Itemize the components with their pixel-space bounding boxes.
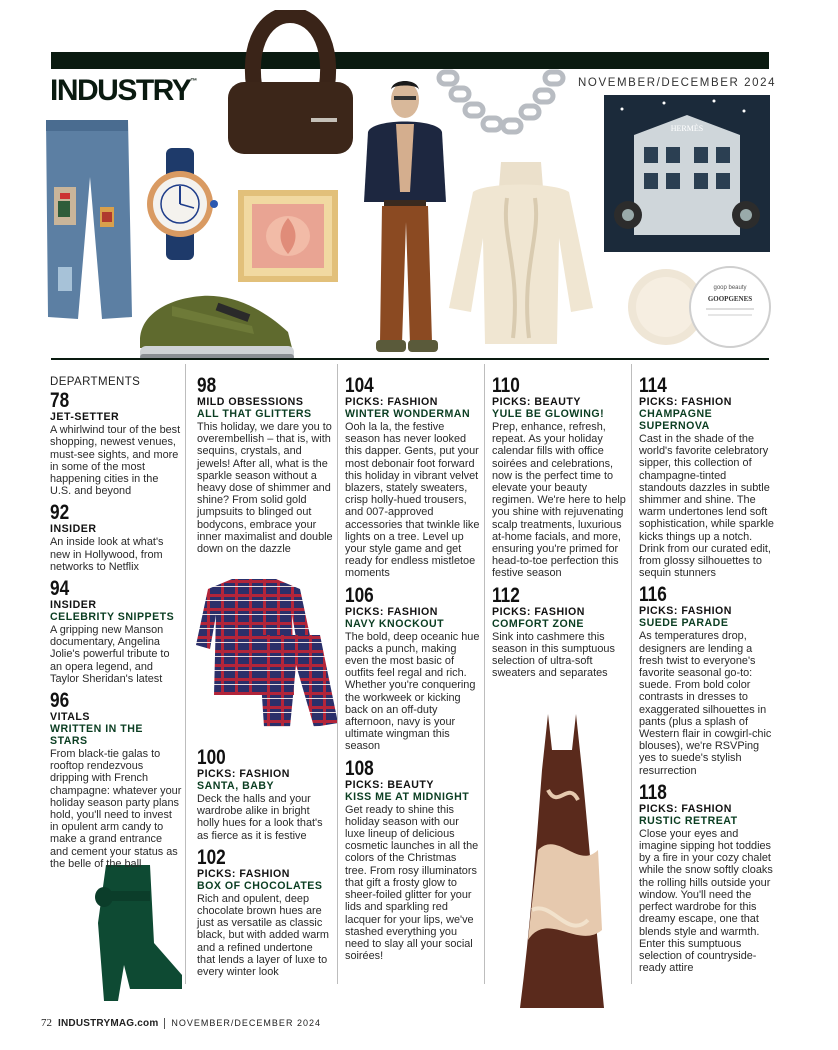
entry-title: RUSTIC RETREAT [639, 814, 738, 827]
sneaker-image [132, 288, 297, 366]
departments-column-1 [50, 376, 182, 876]
departments-column-5 [639, 376, 775, 980]
toc-entry [50, 691, 182, 870]
entry-title: CELEBRITY SNIPPETS [50, 611, 175, 624]
page-number: 112 [492, 583, 520, 607]
entry-category: PICKS: FASHION [639, 396, 732, 408]
toc-entry [197, 845, 333, 979]
toc-entry [639, 780, 775, 975]
page-number: 94 [50, 577, 70, 601]
entry-description: Get ready to shine this holiday season with our luxe lineup of delicious cosmetic launches in all the colors of the Christmas tree. From rosy illuminators that gift a frosty glow to sheer-foiled glitter for your lids and sparkling red lacquer for your lips, we've stashed everything you need to slay all your social soirées! [345, 803, 479, 963]
issue-date: NOVEMBER/DECEMBER 2024 [578, 77, 777, 89]
toc-entry [50, 579, 182, 685]
toc-entry [50, 391, 182, 497]
entry-title: NAVY KNOCKOUT [345, 617, 445, 630]
entry-category: PICKS: FASHION [197, 768, 290, 780]
page-number: 118 [639, 780, 667, 804]
green-boot-image [90, 863, 186, 1001]
page-number: 98 [197, 374, 217, 397]
page-number: 116 [639, 583, 667, 607]
cream-sweater-image [447, 158, 595, 348]
entry-description: The bold, deep oceanic hue packs a punch, making even the most basic of outfits feel regal and rich. Whether you're conquering the workweek or kicking back on an off-duty afternoon, navy is your ultimate wingman this season [345, 630, 480, 753]
departments-column-4 [492, 376, 627, 685]
entry-title: WINTER WONDERMAN [345, 408, 471, 420]
entry-description: Sink into cashmere this season in this sumptuous selection of ultra-soft sweaters and separates [492, 630, 615, 680]
entry-category: PICKS: FASHION [639, 605, 732, 618]
chain-necklace-image [433, 66, 568, 141]
entry-description: This holiday, we dare you to overembellish – that is, with sequins, crystals, and jewels! After all, what is the sparkle season without a heavy dose of shimmer and shine? From solid gold jumpsuits to blinged out bodycons, embrace your inner maximalist and double down on the dazzle [197, 421, 333, 556]
departments-column-2b [197, 748, 333, 984]
entry-title: SANTA, BABY [197, 780, 275, 792]
page-number: 108 [345, 756, 374, 780]
skincare-jar-image [626, 263, 772, 348]
page-footer [41, 1017, 321, 1029]
toc-entry [50, 503, 182, 573]
blush-compact-image [238, 190, 338, 282]
footer-date: NOVEMBER/DECEMBER 2024 [171, 1018, 321, 1028]
toc-entry [197, 376, 333, 555]
calendar-label: HERMÈS [670, 124, 704, 133]
entry-title: WRITTEN IN THE STARS [50, 723, 143, 748]
footer-divider [164, 1018, 165, 1029]
entry-category: VITALS [50, 711, 90, 724]
jar-brand: goop beauty [713, 285, 747, 291]
page-number: 104 [345, 374, 374, 397]
entry-description: An inside look at what's new in Hollywood, from networks to Netflix [50, 536, 164, 573]
entry-category: JET-SETTER [50, 411, 120, 424]
entry-category: PICKS: BEAUTY [345, 778, 434, 791]
entry-title: CHAMPAGNE SUPERNOVA [639, 408, 713, 432]
entry-description: A whirlwind tour of the best shopping, newest venues, must-see sights, and more in some of the most happening cities in the U.S. and beyond [50, 424, 181, 498]
entry-description: Close your eyes and imagine sipping hot toddies by a fire in your cozy chalet while the snow softly cloaks the rolling hills outside your window. You'll need the perfect wardrobe for this dreamy escape, one that blends style and warmth. Enter this sumptuous selection of countryside-ready attire [639, 827, 773, 975]
entry-title: SUEDE PARADE [639, 617, 729, 630]
entry-title: BOX OF CHOCOLATES [197, 879, 323, 892]
footer-site: INDUSTRYMAG.com [58, 1017, 159, 1029]
entry-description: Deck the halls and your wardrobe alike in bright holly hues for a look that's as fierce as it is festive [197, 793, 323, 842]
departments-column-2 [197, 376, 333, 561]
entry-title: KISS ME AT MIDNIGHT [345, 790, 470, 803]
entry-category: INSIDER [50, 523, 97, 536]
entry-description: From black-tie galas to rooftop rendezvous dripping with French champagne: whatever your holiday season party plans hold, you'll need to invest in opulent arm candy to make a grand entrance and cement your status as the belle of the ball [50, 748, 182, 870]
page-number: 110 [492, 374, 520, 397]
toc-entry [639, 376, 775, 579]
column-divider [337, 364, 338, 984]
entry-category: PICKS: FASHION [197, 867, 290, 880]
page-number: 100 [197, 746, 226, 769]
entry-category: PICKS: FASHION [345, 605, 438, 618]
departments-column-3 [345, 376, 481, 968]
page-number: 114 [639, 374, 667, 397]
column-divider [631, 364, 632, 984]
page-number: 106 [345, 583, 374, 607]
toc-entry [345, 756, 481, 963]
entry-title: YULE BE GLOWING! [492, 408, 605, 420]
entry-description: Prep, enhance, refresh, repeat. As your holiday calendar fills with office soirées and celebrations, now is the perfect time to elevate your beauty regimen. We're here to help you shine with rejuvenating scalp treatments, luxurious at-home facials, and more, ensuring you're primed for head-to-toe perfection this festive season [492, 421, 626, 580]
column-divider [185, 364, 186, 984]
entry-title: ALL THAT GLITTERS [197, 408, 312, 420]
jeans-image [40, 117, 135, 322]
entry-category: MILD OBSESSIONS [197, 396, 304, 408]
entry-category: INSIDER [50, 599, 97, 612]
teddy-bag-image [223, 10, 358, 160]
toc-entry [197, 748, 333, 842]
entry-description: Ooh la la, the festive season has never looked this dapper. Gents, put your most debonair foot forward this holiday in vibrant velvet blazers, stately sweaters, crisp holly-hued trousers, and 007-approved accessories that twinkle like lights on a tree. Level up your style game and get ready for endless mistletoe moments [345, 421, 480, 580]
magazine-logo: INDUSTRY™ [50, 74, 198, 107]
plaid-pajamas-image [192, 575, 338, 730]
toc-entry [345, 376, 481, 580]
masthead-bar [51, 52, 769, 69]
departments-heading: DEPARTMENTS [50, 376, 141, 388]
toc-entry [492, 583, 627, 680]
toc-entry [345, 583, 481, 753]
entry-description: As temperatures drop, designers are lending a fresh twist to everyone's favorite seasonal go-to: suede. From bold color contrasts in dresses to exaggerated silhouettes in pants (plus a splash of Western flair in cowgirl-chic blouses), we're RSVPing yes to suede's stylish resurrection [639, 630, 772, 777]
entry-description: A gripping new Manson documentary, Angelina Jolie's powerful tribute to an opera legend, and Taylor Sheridan's latest [50, 624, 170, 685]
page-number: 92 [50, 501, 70, 525]
entry-category: PICKS: FASHION [345, 396, 438, 408]
advent-calendar-image [604, 95, 770, 252]
toc-entry [492, 376, 627, 580]
watch-image [142, 148, 220, 260]
entry-category: PICKS: FASHION [492, 605, 585, 618]
section-rule [51, 358, 769, 360]
printed-dress-image [518, 710, 606, 1010]
page-number: 96 [50, 689, 70, 713]
page-number: 78 [50, 389, 70, 413]
column-divider [484, 364, 485, 984]
page-number: 102 [197, 845, 226, 869]
entry-category: PICKS: BEAUTY [492, 396, 581, 408]
entry-description: Cast in the shade of the world's favorite celebratory sipper, this collection of champagne-tinted standouts dazzles in subtle shimmer and shine. The warm undertones lend soft sophistication, while sparkle kicks things up a notch. Drink from our curated edit, from glossy silhouettes to sequin stunners [639, 433, 774, 580]
entry-title: COMFORT ZONE [492, 617, 584, 630]
entry-category: PICKS: FASHION [639, 802, 732, 815]
folio-page-number: 72 [41, 1017, 52, 1029]
entry-description: Rich and opulent, deep chocolate brown hues are just as versatile as classic black, but with added warm and a refined undertone that lends a layer of luxe to every winter look [197, 892, 329, 979]
toc-entry [639, 585, 775, 776]
jar-name: GOOPGENES [707, 295, 753, 303]
